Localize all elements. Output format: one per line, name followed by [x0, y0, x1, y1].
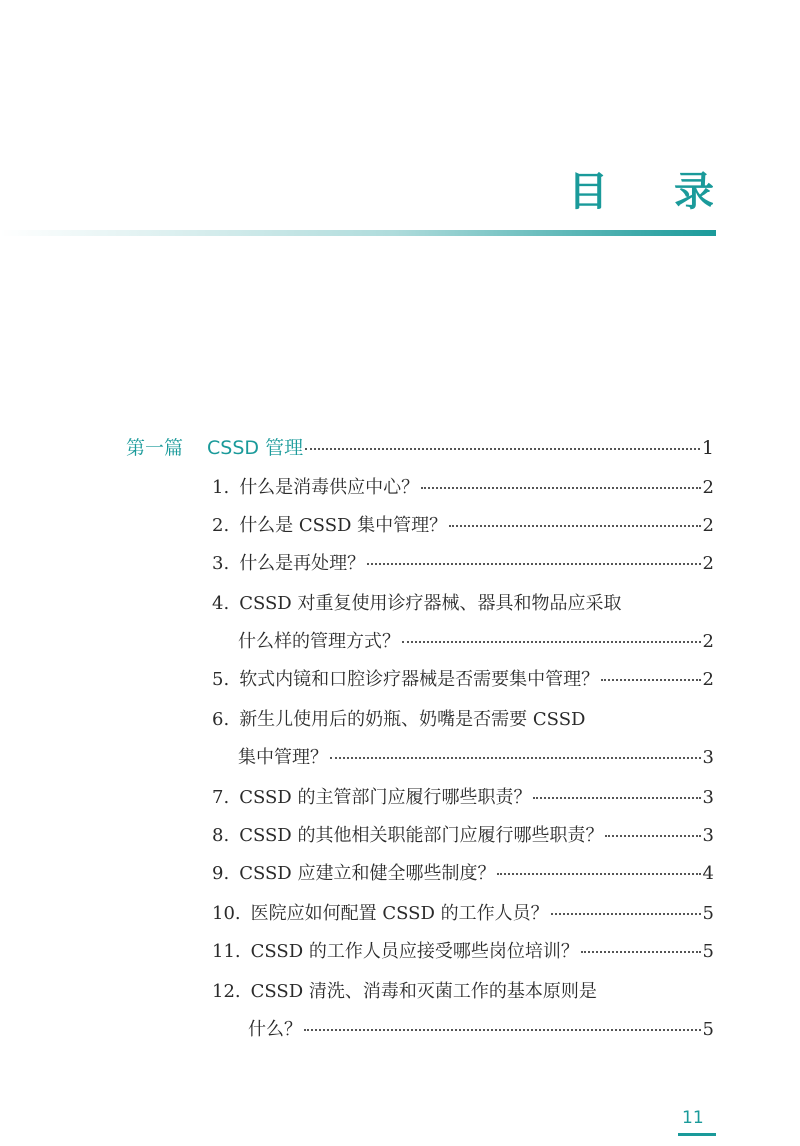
- page-ref: 2: [702, 477, 714, 498]
- entry-text: CSSD 的主管部门应履行哪些职责？: [239, 787, 532, 808]
- page-ref: 2: [702, 553, 714, 574]
- leader-dots: [497, 873, 700, 875]
- entry-text: CSSD 对重复使用诊疗器械、器具和物品应采取: [239, 593, 622, 614]
- leader-dots: [551, 913, 701, 915]
- entry-text: 医院应如何配置 CSSD 的工作人员？: [250, 903, 549, 924]
- page-ref: 3: [702, 825, 714, 846]
- part-name: CSSD 管理: [207, 437, 304, 459]
- toc-entry-12[interactable]: [212, 980, 714, 1004]
- toc-entry-8[interactable]: [212, 824, 714, 848]
- entry-text-cont: 集中管理？: [238, 747, 328, 768]
- toc-entry-9[interactable]: [212, 862, 714, 886]
- page-ref: 1: [701, 437, 714, 459]
- page-number: 11: [682, 1108, 704, 1128]
- entry-text: CSSD 清洗、消毒和灭菌工作的基本原则是: [250, 981, 597, 1002]
- leader-dots: [367, 563, 700, 565]
- leader-dots: [305, 448, 700, 450]
- page-ref: 5: [702, 1019, 714, 1040]
- entry-text: 什么是消毒供应中心？: [239, 477, 420, 498]
- leader-dots: [402, 641, 701, 643]
- toc-entry-11[interactable]: [212, 940, 714, 964]
- entry-number: 4.: [212, 593, 230, 614]
- toc-entry-4-cont[interactable]: [238, 630, 714, 654]
- part-label: 第一篇: [126, 437, 184, 459]
- title-divider: [0, 230, 716, 236]
- entry-number: 5.: [212, 669, 230, 690]
- page-ref: 5: [702, 941, 714, 962]
- entry-text-cont: 什么样的管理方式？: [238, 631, 400, 652]
- page-number-underline: [678, 1133, 716, 1136]
- entry-text: CSSD 的其他相关职能部门应履行哪些职责？: [239, 825, 604, 846]
- entry-text: 什么是 CSSD 集中管理？: [239, 515, 448, 536]
- entry-text: CSSD 应建立和健全哪些制度？: [239, 863, 496, 884]
- page-ref: 2: [702, 631, 714, 652]
- leader-dots: [421, 487, 700, 489]
- entry-text: 新生儿使用后的奶瓶、奶嘴是否需要 CSSD: [239, 709, 586, 730]
- toc-entry-2[interactable]: [212, 514, 714, 538]
- page-ref: 2: [702, 669, 714, 690]
- toc-entry-6[interactable]: [212, 708, 714, 732]
- toc-entry-10[interactable]: [212, 902, 714, 926]
- page-ref: 3: [702, 787, 714, 808]
- toc-entry-7[interactable]: [212, 786, 714, 810]
- toc-entry-6-cont[interactable]: [238, 746, 714, 770]
- entry-text: CSSD 的工作人员应接受哪些岗位培训？: [250, 941, 579, 962]
- entry-text: 什么是再处理？: [239, 553, 366, 574]
- page-ref: 2: [702, 515, 714, 536]
- page-title: 目 录: [568, 169, 740, 215]
- leader-dots: [581, 951, 701, 953]
- toc-part-1[interactable]: [126, 436, 714, 460]
- leader-dots: [601, 679, 700, 681]
- toc-entry-3[interactable]: [212, 552, 714, 576]
- entry-number: 8.: [212, 825, 230, 846]
- entry-number: 1.: [212, 477, 230, 498]
- entry-number: 2.: [212, 515, 230, 536]
- entry-number: 9.: [212, 863, 230, 884]
- leader-dots: [304, 1029, 701, 1031]
- toc-entry-1[interactable]: [212, 476, 714, 500]
- entry-number: 10.: [212, 903, 241, 924]
- toc-entry-5[interactable]: [212, 668, 714, 692]
- page-ref: 4: [702, 863, 714, 884]
- toc-entry-12-cont[interactable]: [248, 1018, 714, 1042]
- entry-number: 3.: [212, 553, 230, 574]
- leader-dots: [605, 835, 700, 837]
- leader-dots: [533, 797, 700, 799]
- toc-entry-4[interactable]: [212, 592, 714, 616]
- page-ref: 5: [702, 903, 714, 924]
- entry-number: 12.: [212, 981, 241, 1002]
- entry-number: 6.: [212, 709, 230, 730]
- page-ref: 3: [702, 747, 714, 768]
- entry-text-cont: 什么？: [248, 1019, 302, 1040]
- entry-text: 软式内镜和口腔诊疗器械是否需要集中管理？: [239, 669, 600, 690]
- entry-number: 7.: [212, 787, 230, 808]
- leader-dots: [449, 525, 700, 527]
- leader-dots: [330, 757, 701, 759]
- entry-number: 11.: [212, 941, 241, 962]
